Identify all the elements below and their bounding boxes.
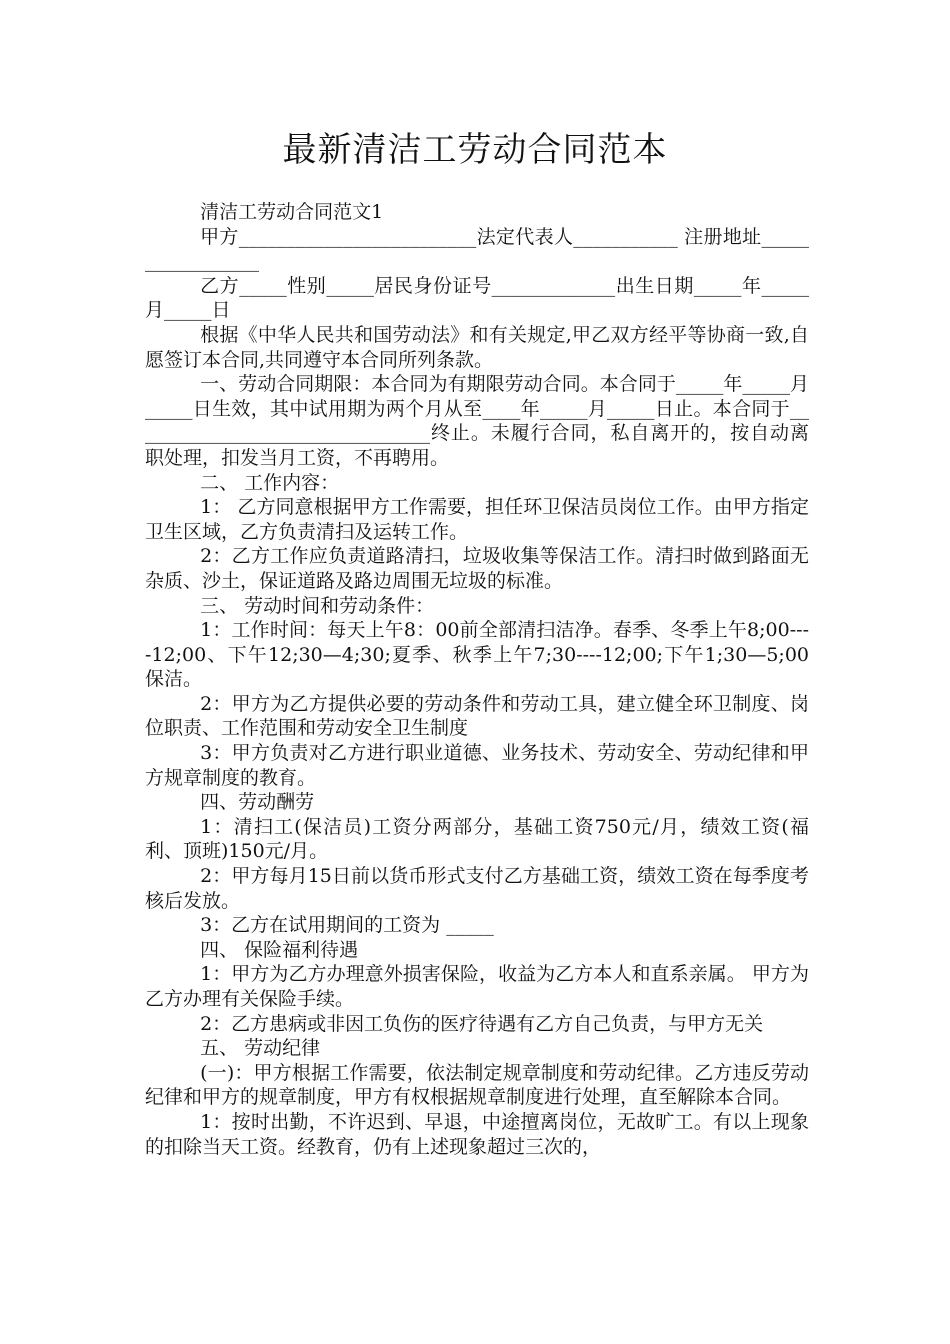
- section-2-item-2: 2：乙方工作应负责道路清扫，垃圾收集等保洁工作。清扫时做到路面无杂质、沙土，保证道路及路边周围无垃圾的标准。: [145, 545, 809, 592]
- section-5-item-1: 1：按时出勤，不许迟到、早退，中途擅离岗位，无故旷工。有以上现象的扣除当天工资。经教育，仍有上述现象超过三次的，: [145, 1110, 809, 1158]
- preamble-paragraph: 根据《中华人民共和国劳动法》和有关规定,甲乙双方经平等协商一致,自愿签订本合同,共同遵守本合同所列条款。: [145, 323, 809, 371]
- insurance-item-1: 1：甲方为乙方办理意外损害保险，收益为乙方本人和直系亲属。 甲方为乙方办理有关保险手续。: [145, 963, 809, 1010]
- section-5-heading: 五、 劳动纪律: [200, 1037, 321, 1060]
- section-3-heading: 三、 劳动时间和劳动条件：: [200, 594, 435, 617]
- section-4-item-1: 1：清扫工(保洁员)工资分两部分，基础工资750元/月，绩效工资(福利、顶班)150元/月。: [145, 815, 809, 863]
- party-b-line: 乙方_____性别_____居民身份证号_____________出生日期_____年_____月_____日: [145, 274, 809, 322]
- section-2-item-1: 1： 乙方同意根据甲方工作需要，担任环卫保洁员岗位工作。由甲方指定卫生区域，乙方负责清扫及运转工作。: [145, 496, 809, 543]
- insurance-heading: 四、 保险福利待遇: [200, 938, 359, 961]
- section-3-item-2: 2：甲方为乙方提供必要的劳动条件和劳动工具，建立健全环卫制度、岗位职责、工作范围和劳动安全卫生制度: [145, 692, 809, 740]
- party-a-line: 甲方_________________________法定代表人___________ 注册地址_________________: [145, 225, 809, 273]
- document-title: 最新清洁工劳动合同范本: [282, 130, 668, 170]
- document-body: [145, 200, 809, 1159]
- section-1-term: 一、劳动合同期限：本合同为有期限劳动合同。本合同于_____年_____月_____日生效，其中试用期为两个月从至____年_____月_____日止。本合同于________________________________终止。未履行合同，私自离开的，按自动离职处理，扣发当月工资，不再聘用。: [145, 373, 809, 469]
- insurance-item-2: 2：乙方患病或非因工负伤的医疗待遇有乙方自己负责，与甲方无关: [200, 1012, 764, 1035]
- section-4-item-2: 2：甲方每月15日前以货币形式支付乙方基础工资，绩效工资在每季度考核后发放。: [145, 865, 809, 912]
- section-3-item-1: 1：工作时间：每天上午8：00前全部清扫洁净。春季、冬季上午8;00----12;00、下午12;30—4;30;夏季、秋季上午7;30----12;00;下午1;30—5;00保洁。: [145, 619, 809, 691]
- section-4-heading: 四、劳动酬劳: [200, 791, 315, 814]
- section-3-item-3: 3：甲方负责对乙方进行职业道德、业务技术、劳动安全、劳动纪律和甲方规章制度的教育。: [145, 742, 809, 789]
- subtitle-paragraph: 清洁工劳动合同范文1: [200, 201, 384, 223]
- section-2-heading: 二、 工作内容：: [200, 471, 340, 494]
- section-4-item-3: 3：乙方在试用期间的工资为 _____: [200, 914, 494, 937]
- section-5-clause-1: (一)：甲方根据工作需要，依法制定规章制度和劳动纪律。乙方违反劳动纪律和甲方的规章制度，甲方有权根据规章制度进行处理，直至解除本合同。: [145, 1061, 809, 1109]
